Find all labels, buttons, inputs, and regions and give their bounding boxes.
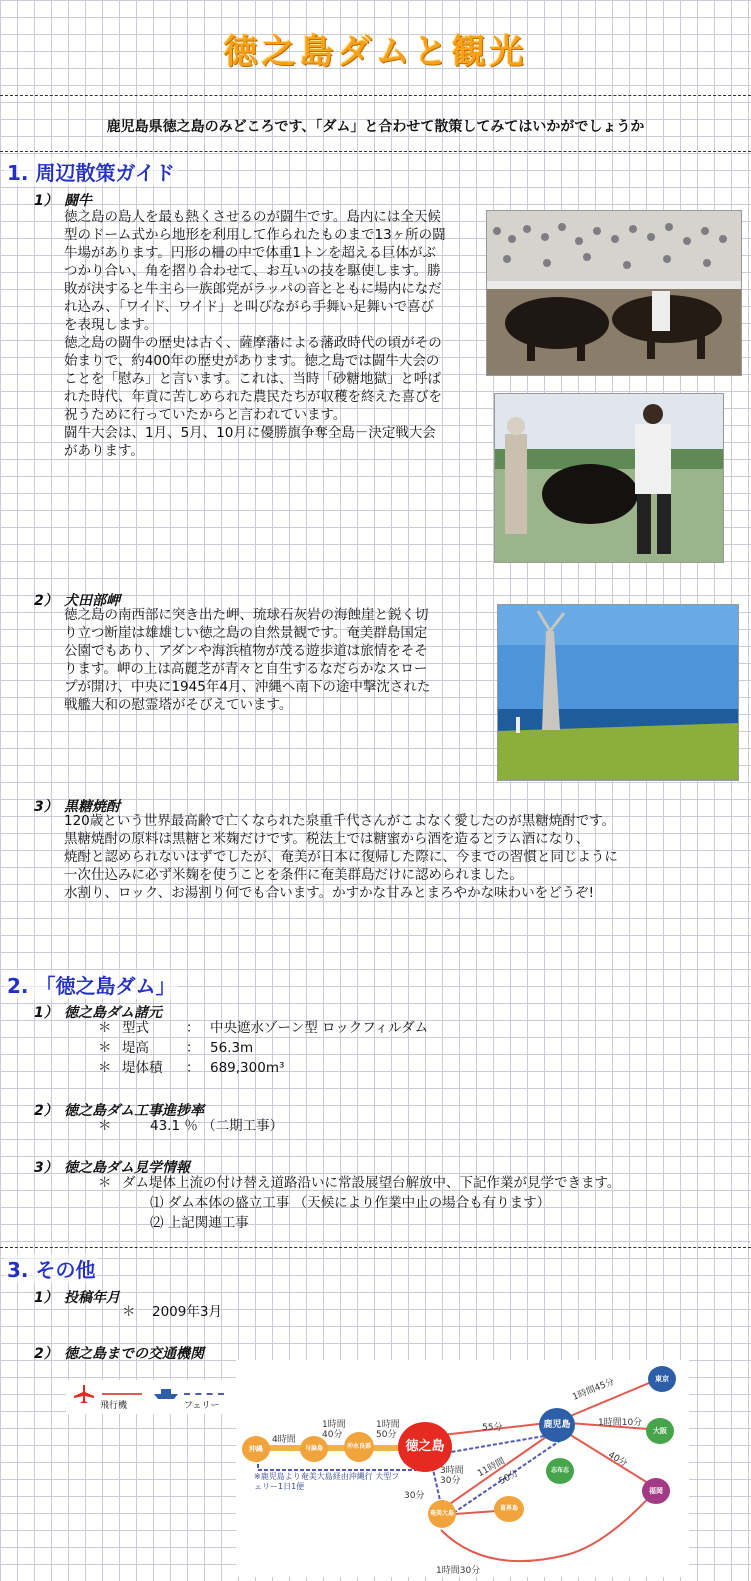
- time-label: 1時間45分: [571, 1376, 617, 1403]
- intro-text: 鹿児島県徳之島のみどころです、「ダム」と合わせて散策してみてはいかがでしょうか: [106, 119, 645, 135]
- node-tokunoshima: 徳之島: [398, 1422, 452, 1472]
- time-label: 11時間: [476, 1456, 507, 1480]
- time-label: 1時間30分: [436, 1566, 481, 1576]
- plane-icon: [72, 1384, 96, 1404]
- time-label: 3時間 30分: [440, 1466, 464, 1486]
- divider: [0, 95, 751, 96]
- shochu-text: 120歳という世界最高齢で亡くなられた泉重千代さんがこよなく愛したのが黒糖焼酎です。 黒糖焼酎の原料は黒糖と米麹だけです。税法上では糖蜜から酒を造るとラム酒になり、 焼酎と認められないはずでしたが、奄美が日本に復帰した際に、今までの習慣と同じように 一次仕込みに必ず米麹を使うことを条件に奄美群島だけに認められました。 水割り、ロック、お湯割り何でも合います。かすかな甘みとまろやかな味わいをどうぞ!: [64, 813, 618, 901]
- bullfight-text: 徳之島の島人を最も熱くさせるのが闘牛です。島内には全天候型のドーム式から地形を利用して作られたものまで13ヶ所の闘牛場があります。円形の柵の中で体重1トンを超える巨体がぶつかり合い、角を摺り合わせて、お互いの技を駆使します。勝敗が決すると牛主ら一族郎党がラッパの音とともに場内になだれ込み、「ワイド、ワイド」と叫びながら手舞い足舞いで喜びを表現します。 徳之島の闘牛の歴史は古く、薩摩藩による藩政時代の頃がその始まりで、約400年の歴史があります。徳之島では闘牛大会のことを「慰み」と言います。これは、当時「砂糖地獄」と呼ばれた時代、年貢に苦しめられた農民たちが収穫を終えた喜びを祝うために行っていたからと言われています。 闘牛大会は、1月、5月、10月に優勝旗争奪全島－決定戦大会があります。: [64, 209, 446, 459]
- section-heading-2: 2. 「徳之島ダム」: [4, 970, 178, 999]
- page-title: 徳之島ダムと観光: [223, 32, 528, 72]
- section-heading-1: 1. 周辺散策ガイド: [4, 157, 178, 186]
- item-heading-dam-spec: 1） 徳之島ダム諸元: [34, 1005, 162, 1021]
- time-label: 1時間 50分: [376, 1420, 400, 1440]
- item-heading-dam-tour: 3） 徳之島ダム見学情報: [34, 1160, 190, 1176]
- bullfight-photo-1: [486, 210, 742, 376]
- ferry-note: ※鹿児島より奄美大島経由沖縄行 大型フェリー1日1便: [254, 1472, 400, 1491]
- time-label: 40分: [606, 1450, 629, 1470]
- divider: [0, 1247, 751, 1248]
- spec-row: ＊ 型式 ： 中央遮水ゾーン型 ロックフィルダム: [98, 1020, 429, 1036]
- node-kikai: 喜界島: [494, 1496, 524, 1522]
- bullfight-photo-2: [494, 393, 724, 563]
- time-label: 1時間10分: [598, 1418, 643, 1428]
- time-label: 30分: [404, 1491, 425, 1501]
- time-label: 4時間: [272, 1435, 296, 1445]
- plane-route-line: [102, 1393, 142, 1395]
- item-heading-shochu: 3） 黒糖焼酎: [34, 799, 120, 815]
- item-heading-dam-progress: 2） 徳之島ダム工事進捗率: [34, 1103, 204, 1119]
- node-fukuoka: 福岡: [642, 1478, 670, 1504]
- cape-text: 徳之島の南西部に突き出た岬、琉球石灰岩の海蝕崖と鋭く切り立つ断崖は雄雄しい徳之島の自然景観です。奄美群島国定公園でもあり、アダンや海浜植物が茂る遊歩道は旅情をそそります。岬の上は高麗芝が青々と自生するなだらかなスロープが開け、中央に1945年4月、沖縄へ南下の途中撃沈された戦艦大和の慰霊塔がそびえています。: [64, 607, 431, 713]
- node-tokyo: 東京: [648, 1366, 676, 1392]
- node-yoron: 与論島: [300, 1436, 328, 1462]
- cape-photo: [497, 604, 739, 781]
- spec-row: ＊ 堤体積 ： 689,300m³: [98, 1060, 285, 1076]
- time-label: 55分: [482, 1423, 503, 1433]
- divider: [0, 151, 751, 152]
- item-heading-cape: 2） 犬田部岬: [34, 593, 120, 609]
- time-label: 1時間 40分: [322, 1420, 346, 1440]
- time-label: 50分: [497, 1468, 521, 1488]
- legend-ferry-label: フェリー: [184, 1401, 220, 1411]
- item-heading-transport: 2） 徳之島までの交通機関: [34, 1346, 204, 1362]
- node-amami: 奄美大島: [428, 1500, 456, 1528]
- transport-map: [236, 1360, 689, 1577]
- dam-tour-info: ＊ ダム堤体上流の付け替え道路沿いに常設展望台解放中、下記作業が見学できます。 ⑴ ダム本体の盛立工事 （天候により作業中止の場合も有ります） ⑵ 上記関連工事: [98, 1175, 621, 1231]
- node-okinawa: 沖縄: [242, 1436, 270, 1462]
- node-osaka: 大阪: [646, 1418, 674, 1444]
- map-legend: [66, 1380, 236, 1414]
- dam-progress: ＊ 43.1 ％ （二期工事）: [98, 1118, 284, 1134]
- tour-item: ⑵ 上記関連工事: [150, 1215, 249, 1231]
- node-okinoerabu: 沖永良部: [344, 1432, 374, 1462]
- spec-row: ＊ 堤高 ： 56.3m: [98, 1040, 254, 1056]
- legend-plane-label: 飛行機: [100, 1401, 128, 1411]
- section-heading-3: 3. その他: [4, 1254, 98, 1283]
- node-kagoshima: 鹿児島: [539, 1408, 575, 1442]
- dam-spec-list: [98, 1018, 428, 1078]
- node-shibushi: 志布志: [546, 1458, 574, 1484]
- tour-item: ⑴ ダム本体の盛立工事 （天候により作業中止の場合も有ります）: [150, 1195, 551, 1211]
- item-heading-bullfight: 1） 闘牛: [34, 193, 92, 209]
- ferry-route-line: [184, 1393, 224, 1395]
- ferry-icon: [152, 1386, 180, 1400]
- post-date: ＊ 2009年3月: [122, 1304, 222, 1320]
- item-heading-date: 1） 投稿年月: [34, 1290, 120, 1306]
